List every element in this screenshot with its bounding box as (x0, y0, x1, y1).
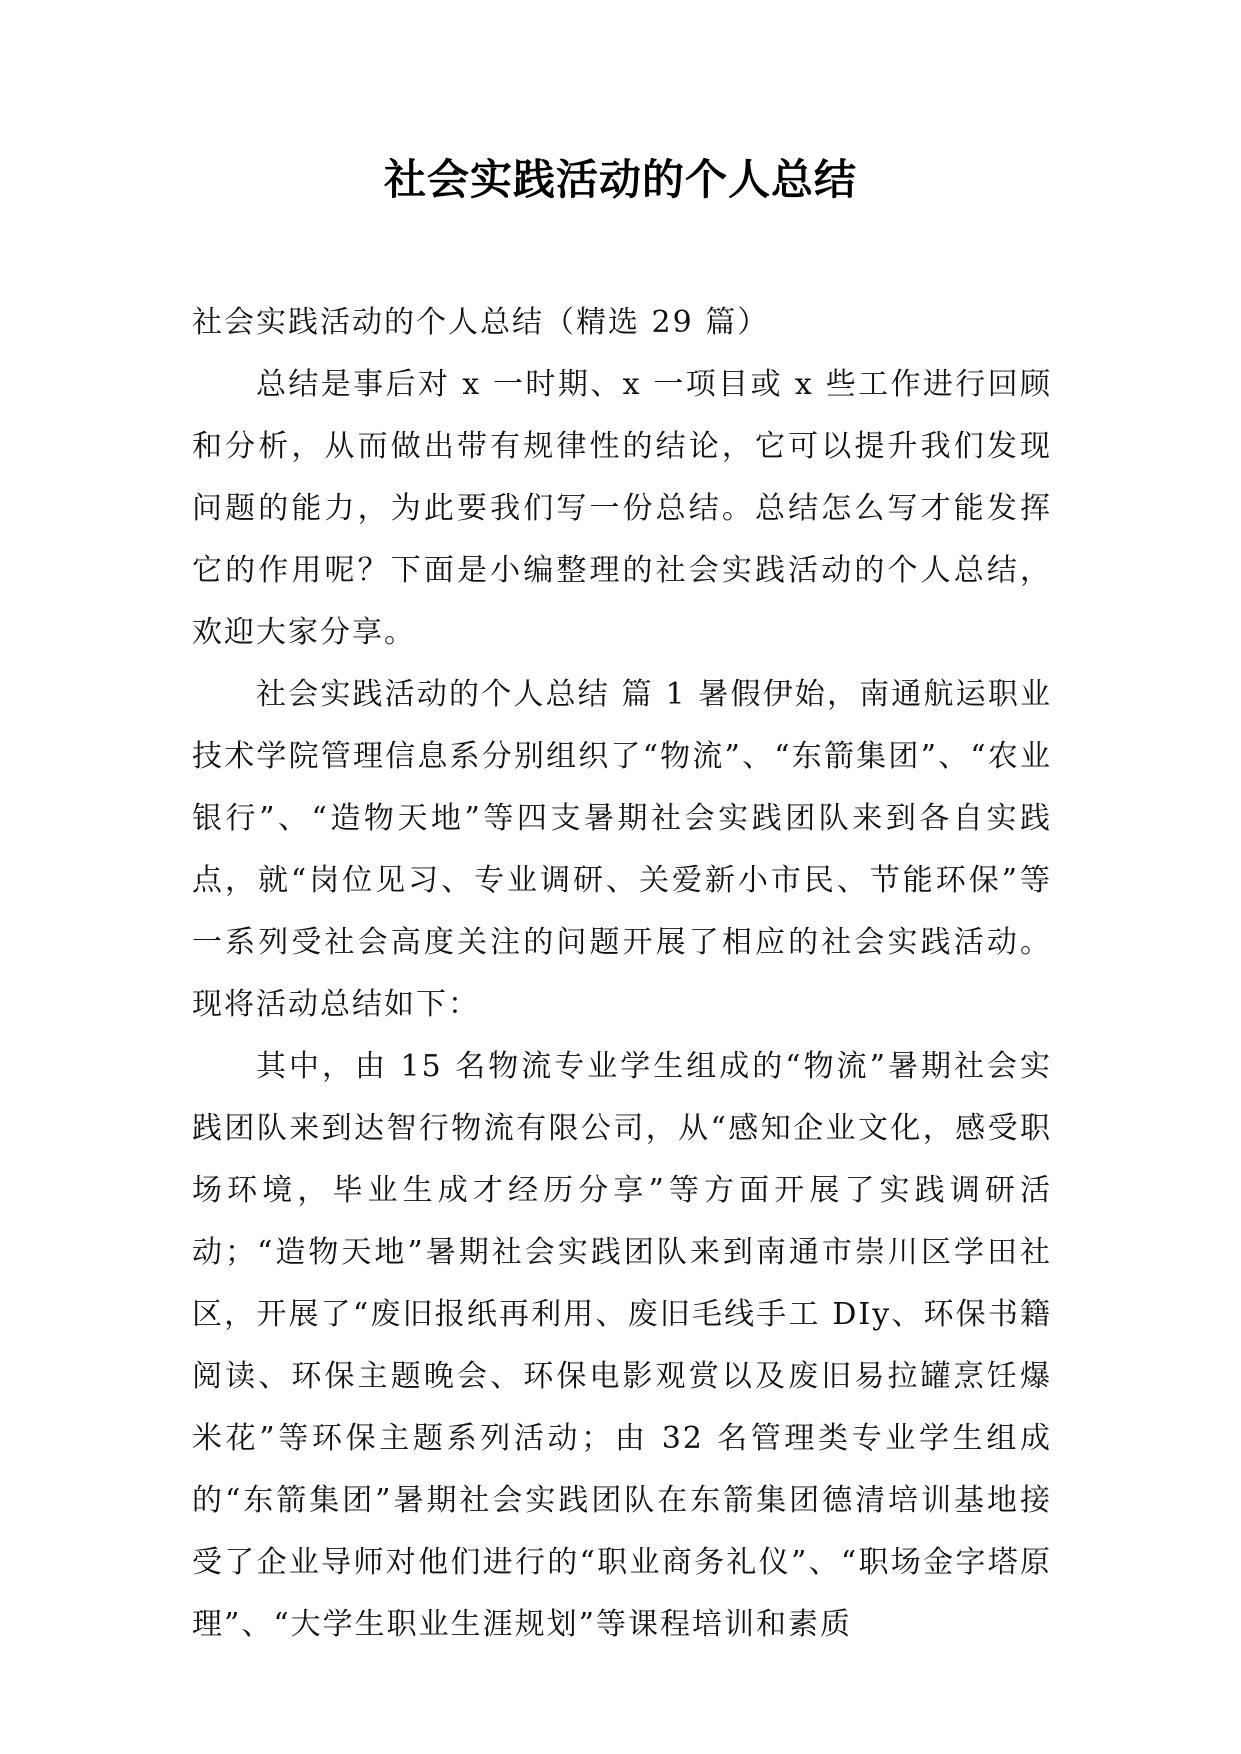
intro-paragraph: 总结是事后对 x 一时期、x 一项目或 x 些工作进行回顾和分析，从而做出带有规律性的结论，它可以提升我们发现问题的能力，为此要我们写一份总结。总结怎么写才能发挥它的作用呢？下面是小编整理的社会实践活动的个人总结，欢迎大家分享。 (192, 367, 1052, 650)
document-body (192, 292, 1052, 1656)
activities-paragraph: 其中，由 15 名物流专业学生组成的“物流”暑期社会实践团队来到达智行物流有限公司，从“感知企业文化，感受职场环境，毕业生成才经历分享”等方面开展了实践调研活动；“造物天地”暑期社会实践团队来到南通市崇川区学田社区，开展了“废旧报纸再利用、废旧毛线手工 DIy、环保书籍阅读、环保主题晚会、环保电影观赏以及废旧易拉罐烹饪爆米花”等环保主题系列活动；由 32 名管理类专业学生组成的“东箭集团”暑期社会实践团队在东箭集团德清培训基地接受了企业导师对他们进行的“职业商务礼仪”、“职场金字塔原理”、“大学生职业生涯规划”等课程培训和素质 (192, 1049, 1052, 1642)
section-1-paragraph: 社会实践活动的个人总结 篇 1 暑假伊始，南通航运职业技术学院管理信息系分别组织了“物流”、“东箭集团”、“农业银行”、“造物天地”等四支暑期社会实践团队来到各自实践点，就“岗位见习、专业调研、关爱新小市民、节能环保”等一系列受社会高度关注的问题开展了相应的社会实践活动。现将活动总结如下： (192, 677, 1052, 1022)
subtitle-paragraph: 社会实践活动的个人总结（精选 29 篇） (192, 305, 770, 340)
document-title: 社会实践活动的个人总结 (383, 155, 857, 204)
